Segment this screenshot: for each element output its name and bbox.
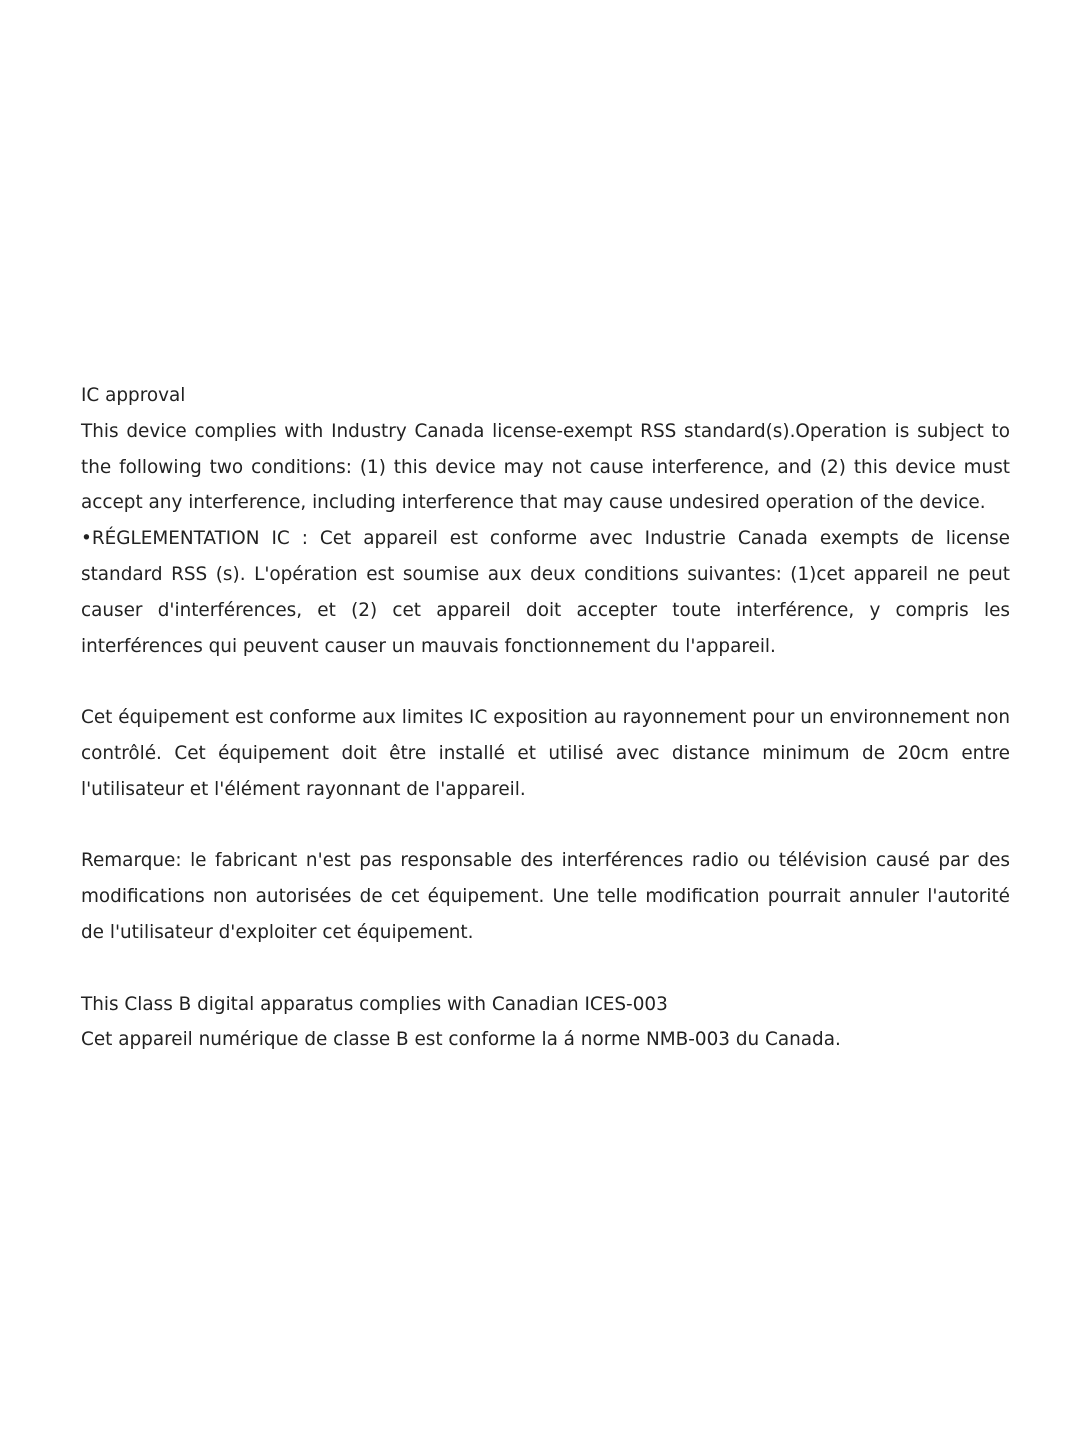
paragraph-en-conditions: This device complies with Industry Canada license-exempt RSS standard(s).Operation is subject to the following two conditions: (1) this device may not cause interference, and (2) this device must accept any interference, including interference that may cause undesired operation of the device.: [81, 420, 1010, 514]
paragraph-fr-class-b: Cet appareil numérique de classe B est conforme la á norme NMB-003 du Canada.: [81, 1029, 841, 1051]
paragraph-spacer: [81, 664, 1010, 700]
paragraph-fr-conditions: •RÉGLEMENTATION IC : Cet appareil est conforme avec Industrie Canada exempts de license standard RSS (s). L'opération est soumise aux deux conditions suivantes: (1)cet appareil ne peut causer d'interférences, et (2) cet appareil doit accepter toute interférence, y compris les interférences qui peuvent causer un mauvais fonctionnement du l'appareil.: [81, 528, 1010, 657]
paragraph-fr-remark: Remarque: le fabricant n'est pas responsable des interférences radio ou télévision causé par des modifications non autorisées de cet équipement. Une telle modification pourrait annuler l'autorité de l'utilisateur d'exploiter cet équipement.: [81, 850, 1010, 943]
paragraph-spacer: [81, 808, 1010, 844]
paragraph-spacer: [81, 951, 1010, 987]
section-heading: IC approval: [81, 385, 186, 406]
paragraph-en-class-b: This Class B digital apparatus complies with Canadian ICES-003: [81, 993, 668, 1015]
paragraph-fr-exposure: Cet équipement est conforme aux limites IC exposition au rayonnement pour un environnement non contrôlé. Cet équipement doit être installé et utilisé avec distance minimum de 20cm entre l'utilisateur et l'élément rayonnant de l'appareil.: [81, 707, 1010, 800]
document-body: [81, 378, 1010, 1058]
